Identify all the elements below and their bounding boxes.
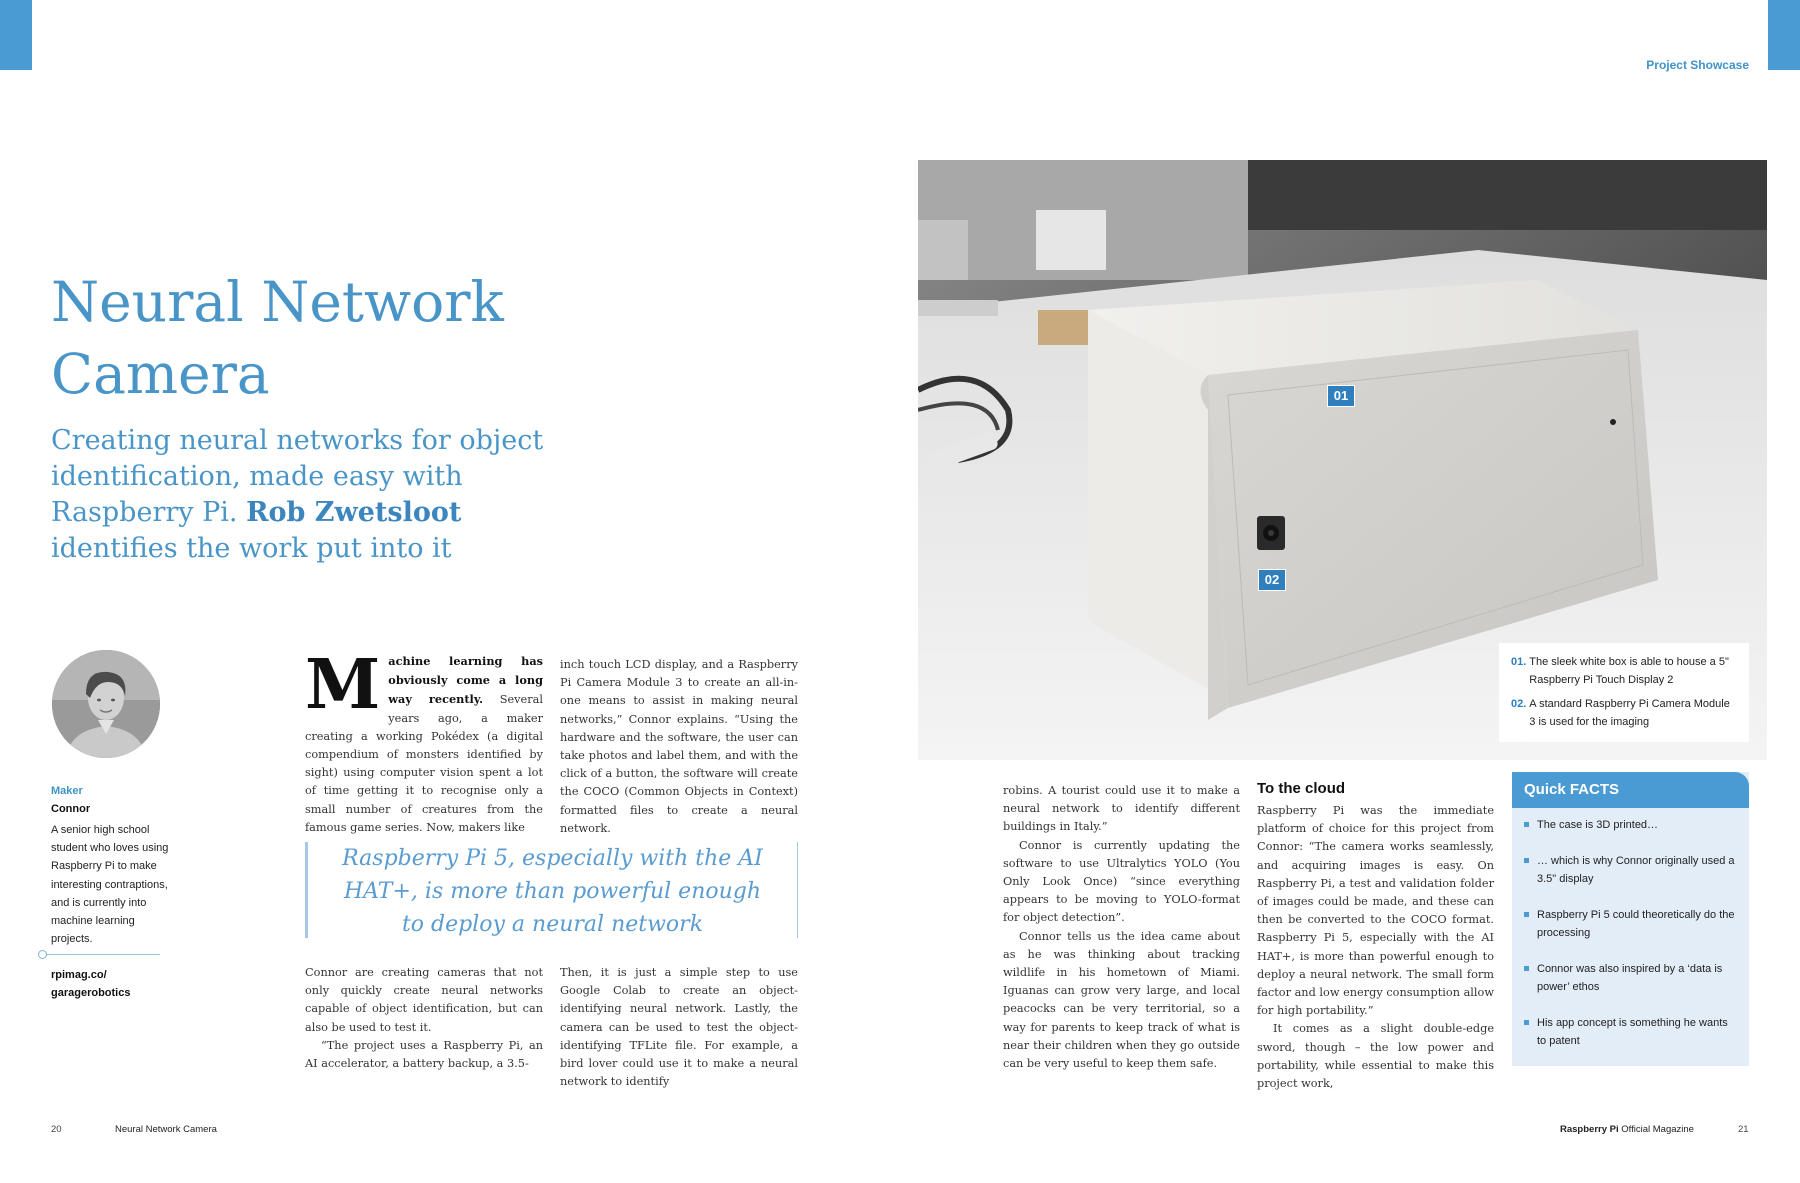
footer-brand: Raspberry Pi bbox=[1560, 1124, 1619, 1135]
quick-facts-heading: Quick FACTS bbox=[1512, 772, 1749, 808]
body-paragraph: robins. A tourist could use it to make a neural network to identify different buildings in Italy.” bbox=[1003, 784, 1240, 834]
section-tag: Project Showcase bbox=[1646, 58, 1749, 72]
maker-link-line-1[interactable]: rpimag.co/ bbox=[51, 969, 107, 981]
footer-magazine-name bbox=[1560, 1124, 1694, 1135]
photo-captions bbox=[1499, 643, 1749, 742]
photo-badge-01: 01 bbox=[1327, 385, 1355, 407]
quick-fact-item: His app concept is something he wants to patent bbox=[1524, 1014, 1735, 1050]
body-column-1-bottom bbox=[305, 964, 543, 1073]
standfirst-text-2: identifies the work put into it bbox=[51, 533, 452, 564]
pull-quote: Raspberry Pi 5, especially with the AI HAT+, is more than powerful enough to deploy a neural network bbox=[305, 842, 798, 938]
body-column-2-top bbox=[560, 656, 798, 838]
drop-cap: M bbox=[305, 645, 381, 725]
article-title: Neural Network Camera bbox=[51, 270, 504, 406]
body-paragraph: Connor tells us the idea came about as he was thinking about tracking wildlife in his hometown of Miami. Iguanas can grow very large, and local peacocks can be very territorial, so a way for parents to keep track of what is near their children when they go outside can be very useful to keep them safe. bbox=[1003, 929, 1240, 1071]
caption-number: 01. bbox=[1511, 656, 1527, 668]
maker-avatar bbox=[52, 650, 160, 758]
page-number-right: 21 bbox=[1738, 1124, 1749, 1135]
section-heading: To the cloud bbox=[1257, 780, 1346, 797]
maker-bio: A senior high school student who loves using Raspberry Pi to make interesting contraptions, and is currently into machine learning projects. bbox=[51, 824, 169, 946]
corner-accent-left bbox=[0, 0, 32, 70]
divider-dot-icon bbox=[38, 950, 47, 959]
article-standfirst bbox=[51, 423, 551, 567]
body-column-4 bbox=[1257, 778, 1494, 1093]
caption-number: 02. bbox=[1511, 698, 1527, 710]
body-column-1-top bbox=[305, 645, 543, 834]
body-column-2-bottom bbox=[560, 964, 798, 1091]
body-text: Several years ago, a maker creating a working Pokédex (a digital compendium of monsters identified by sight) using computer vision spent a lot of time getting it to recognise only a small number of creatures from the famous game series. Now, makers like bbox=[305, 693, 543, 834]
body-paragraph: Raspberry Pi was the immediate platform of choice for this project from Connor: “The camera works seamlessly, and acquiring images is easy. On Raspberry Pi, a test and validation folder of images could be made, and these can then be converted to the COCO format. Raspberry Pi 5, especially with the AI HAT+, is more than powerful enough to deploy a neural network. The small form factor and low energy consumption allow for high portability.” bbox=[1257, 804, 1495, 1018]
body-paragraph: It comes as a slight double-edge sword, though – the low power and portability, while essential to make this project work, bbox=[1257, 1022, 1494, 1091]
maker-divider bbox=[42, 954, 160, 955]
body-paragraph: inch touch LCD display, and a Raspberry Pi Camera Module 3 to create an all-in-one means to assist in making neural networks,” Connor explains. “Using the hardware and the software, the user can take photos and label them, and with the click of a button, the software will create the COCO (Common Objects in Context) formatted files to create a neural network. bbox=[560, 658, 798, 835]
page-number-left: 20 bbox=[51, 1124, 62, 1135]
quick-facts-list bbox=[1512, 808, 1749, 1050]
author-name: Rob Zwetsloot bbox=[246, 497, 462, 528]
footer-article-title: Neural Network Camera bbox=[115, 1124, 217, 1135]
photo-badge-02: 02 bbox=[1258, 569, 1286, 591]
corner-accent-right bbox=[1768, 0, 1800, 70]
caption-text: A standard Raspberry Pi Camera Module 3 is used for the imaging bbox=[1529, 698, 1730, 728]
maker-name: Connor bbox=[51, 803, 91, 815]
body-paragraph: “The project uses a Raspberry Pi, an AI accelerator, a battery backup, a 3.5- bbox=[305, 1038, 543, 1071]
caption-text: The sleek white box is able to house a 5" Raspberry Pi Touch Display 2 bbox=[1529, 656, 1729, 686]
body-column-3 bbox=[1003, 782, 1240, 1073]
maker-link-line-2[interactable]: garagerobotics bbox=[51, 987, 131, 999]
body-paragraph: Connor is currently updating the software to use Ultralytics YOLO (You Only Look Once) “since everything appears to be moving to YOLO-format for object detection”. bbox=[1003, 838, 1240, 925]
lead-text: achine learning has obviously come a long way recently. bbox=[388, 654, 543, 707]
body-paragraph: Connor are creating cameras that not only quickly create neural networks capable of object identification, but can also be used to test it. bbox=[305, 966, 543, 1034]
quick-fact-item: … which is why Connor originally used a 3.5" display bbox=[1524, 852, 1735, 888]
standfirst-text-1: Creating neural networks for object identification, made easy with Raspberry Pi. bbox=[51, 425, 544, 528]
maker-link[interactable] bbox=[51, 966, 130, 1002]
maker-label: Maker bbox=[51, 785, 83, 797]
caption-item bbox=[1511, 695, 1737, 731]
body-paragraph: Then, it is just a simple step to use Google Colab to create an object-identifying neural network. Lastly, the camera can be used to test the object-identifying TFLite file. For example, a bird lover could use it to make a neural network to identify bbox=[560, 966, 798, 1089]
quick-fact-item: The case is 3D printed… bbox=[1524, 816, 1735, 834]
quick-fact-item: Raspberry Pi 5 could theoretically do the processing bbox=[1524, 906, 1735, 942]
caption-item bbox=[1511, 653, 1737, 689]
footer-brand-rest: Official Magazine bbox=[1618, 1124, 1694, 1135]
quick-facts-box bbox=[1512, 772, 1749, 1066]
quick-fact-item: Connor was also inspired by a ‘data is power’ ethos bbox=[1524, 960, 1735, 996]
